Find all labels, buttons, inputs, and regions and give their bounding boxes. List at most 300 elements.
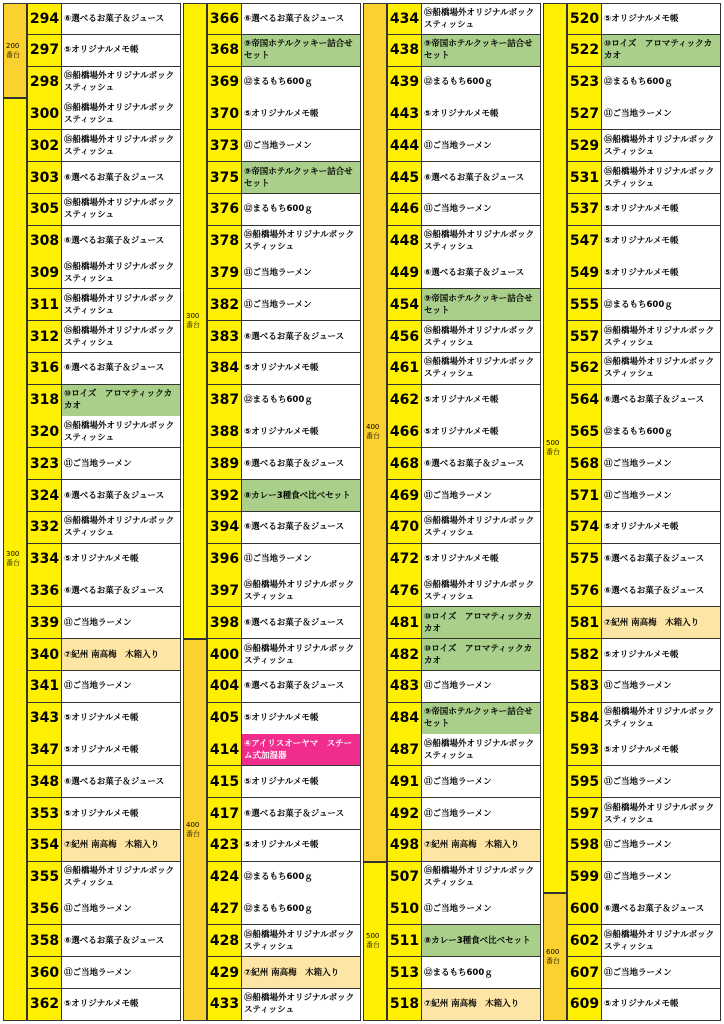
prize-name: ⑫まるもち600ｇ <box>242 194 361 225</box>
ticket-number: 443 <box>387 98 422 129</box>
table-row <box>567 321 721 353</box>
ticket-number: 388 <box>207 416 242 447</box>
table-row <box>207 67 361 99</box>
table-row <box>27 512 181 544</box>
prize-name: ⑤オリジナルメモ帳 <box>602 226 721 257</box>
table-row <box>387 830 541 862</box>
table-row <box>387 257 541 289</box>
prize-name: ⑨帝国ホテルクッキー詰合せセット <box>242 162 361 193</box>
prize-name: ⑤オリジナルメモ帳 <box>602 257 721 288</box>
ticket-number: 392 <box>207 480 242 511</box>
prize-name: ⑫まるもち600ｇ <box>422 67 541 98</box>
ticket-number: 600 <box>567 893 602 924</box>
prize-name: ⑮船橋場外オリジナルボックスティッシュ <box>62 257 181 288</box>
ticket-number: 444 <box>387 130 422 161</box>
ticket-number: 576 <box>567 575 602 606</box>
table-row <box>567 3 721 35</box>
prize-name: ⑤オリジナルメモ帳 <box>242 766 361 797</box>
range-group-text: 300 番台 <box>186 312 200 329</box>
ticket-number: 595 <box>567 766 602 797</box>
ticket-number: 439 <box>387 67 422 98</box>
prize-name: ⑫まるもち600ｇ <box>602 67 721 98</box>
table-row <box>27 3 181 35</box>
table-row <box>207 226 361 258</box>
ticket-number: 389 <box>207 448 242 479</box>
prize-name: ⑮船橋場外オリジナルボックスティッシュ <box>422 353 541 384</box>
ticket-number: 484 <box>387 703 422 734</box>
table-row <box>27 289 181 321</box>
range-group-text: 400 番台 <box>186 820 200 838</box>
ticket-number: 510 <box>387 893 422 924</box>
range-group-label <box>543 3 567 893</box>
prize-name: ⑮船橋場外オリジナルボックスティッシュ <box>62 67 181 98</box>
ticket-number: 454 <box>387 289 422 320</box>
prize-name: ⑥選べるお菓子＆ジュース <box>242 607 361 638</box>
ticket-number: 487 <box>387 734 422 765</box>
prize-name: ⑫まるもち600ｇ <box>422 957 541 988</box>
ticket-number: 462 <box>387 385 422 416</box>
ticket-number: 302 <box>27 130 62 161</box>
prize-name: ⑪ご当地ラーメン <box>62 448 181 479</box>
ticket-number: 297 <box>27 35 62 66</box>
ticket-number: 522 <box>567 35 602 66</box>
prize-name: ⑫まるもち600ｇ <box>242 862 361 893</box>
prize-name: ⑮船橋場外オリジナルボックスティッシュ <box>242 989 361 1020</box>
range-group-text: 200 番台 <box>6 41 20 59</box>
table-row <box>567 35 721 67</box>
prize-name: ⑮船橋場外オリジナルボックスティッシュ <box>242 575 361 606</box>
prize-name: ⑥選べるお菓子＆ジュース <box>242 671 361 702</box>
table-row <box>27 162 181 194</box>
prize-name: ⑪ご当地ラーメン <box>62 671 181 702</box>
prize-name: ⑮船橋場外オリジナルボックスティッシュ <box>422 226 541 257</box>
table-row <box>387 989 541 1021</box>
prize-name: ⑦紀州 南高梅 木箱入り <box>422 989 541 1020</box>
table-row <box>567 575 721 607</box>
prize-name: ⑪ご当地ラーメン <box>602 862 721 893</box>
table-row <box>567 194 721 226</box>
ticket-number: 466 <box>387 416 422 447</box>
prize-name: ⑦紀州 南高梅 木箱入り <box>62 639 181 670</box>
ticket-number: 336 <box>27 575 62 606</box>
range-group-label <box>363 862 387 1021</box>
ticket-number: 320 <box>27 416 62 447</box>
prize-name: ⑪ご当地ラーメン <box>422 766 541 797</box>
ticket-number: 324 <box>27 480 62 511</box>
prize-name: ⑩ロイズ アロマティックカカオ <box>422 639 541 670</box>
ticket-number: 583 <box>567 671 602 702</box>
ticket-number: 305 <box>27 194 62 225</box>
range-group-label <box>363 3 387 862</box>
table-row <box>567 448 721 480</box>
prize-name: ⑫まるもち600ｇ <box>602 416 721 447</box>
table-row <box>567 226 721 258</box>
table-row <box>387 798 541 830</box>
table-row <box>207 893 361 925</box>
prize-name: ⑪ご当地ラーメン <box>422 194 541 225</box>
table-row <box>207 353 361 385</box>
prize-name: ⑮船橋場外オリジナルボックスティッシュ <box>602 353 721 384</box>
prize-name: ⑥選べるお菓子＆ジュース <box>62 162 181 193</box>
ticket-number: 584 <box>567 703 602 734</box>
table-row <box>567 639 721 671</box>
prize-name: ⑮船橋場外オリジナルボックスティッシュ <box>422 4 541 34</box>
ticket-number: 607 <box>567 957 602 988</box>
ticket-number: 309 <box>27 257 62 288</box>
table-row <box>567 512 721 544</box>
prize-name: ⑫まるもち600ｇ <box>242 67 361 98</box>
prize-name: ⑥選べるお菓子＆ジュース <box>62 925 181 956</box>
prize-name: ⑪ご当地ラーメン <box>242 544 361 575</box>
table-row <box>387 416 541 448</box>
ticket-number: 334 <box>27 544 62 575</box>
ticket-number: 448 <box>387 226 422 257</box>
ticket-number: 300 <box>27 98 62 129</box>
prize-name: ⑪ご当地ラーメン <box>62 607 181 638</box>
prize-name: ⑪ご当地ラーメン <box>62 957 181 988</box>
ticket-number: 368 <box>207 35 242 66</box>
ticket-number: 369 <box>207 67 242 98</box>
table-row <box>567 385 721 417</box>
table-row <box>207 480 361 512</box>
prize-name: ⑩ロイズ アロマティックカカオ <box>62 385 181 416</box>
prize-name: ⑮船橋場外オリジナルボックスティッシュ <box>242 226 361 257</box>
ticket-number: 312 <box>27 321 62 352</box>
table-row <box>387 353 541 385</box>
prize-name: ⑤オリジナルメモ帳 <box>602 512 721 543</box>
table-row <box>207 130 361 162</box>
prize-name: ⑤オリジナルメモ帳 <box>242 416 361 447</box>
table-row <box>207 798 361 830</box>
table-row <box>567 162 721 194</box>
prize-name: ⑮船橋場外オリジナルボックスティッシュ <box>422 321 541 352</box>
ticket-number: 472 <box>387 544 422 575</box>
prize-name: ⑥選べるお菓子＆ジュース <box>242 798 361 829</box>
ticket-number: 396 <box>207 544 242 575</box>
prize-name: ⑩ロイズ アロマティックカカオ <box>602 35 721 66</box>
table-row <box>27 766 181 798</box>
table-row <box>387 480 541 512</box>
ticket-number: 449 <box>387 257 422 288</box>
ticket-number: 520 <box>567 4 602 34</box>
ticket-number: 498 <box>387 830 422 861</box>
table-row <box>27 575 181 607</box>
ticket-number: 470 <box>387 512 422 543</box>
prize-name: ⑫まるもち600ｇ <box>242 893 361 924</box>
prize-name: ⑪ご当地ラーメン <box>422 671 541 702</box>
ticket-number: 339 <box>27 607 62 638</box>
ticket-number: 483 <box>387 671 422 702</box>
table-row <box>567 925 721 957</box>
ticket-number: 398 <box>207 607 242 638</box>
table-row <box>387 162 541 194</box>
prize-name: ⑥選べるお菓子＆ジュース <box>242 4 361 34</box>
ticket-number: 294 <box>27 4 62 34</box>
table-row <box>207 671 361 703</box>
table-row <box>387 957 541 989</box>
table-row <box>27 703 181 735</box>
prize-name: ⑮船橋場外オリジナルボックスティッシュ <box>422 862 541 893</box>
ticket-number: 298 <box>27 67 62 98</box>
table-row <box>27 385 181 417</box>
range-group-label <box>183 3 207 639</box>
ticket-number: 366 <box>207 4 242 34</box>
table-row <box>207 544 361 576</box>
prize-name: ④アイリスオーヤマ スチーム式加湿器 <box>242 734 361 765</box>
table-row <box>207 830 361 862</box>
table-row <box>567 480 721 512</box>
ticket-number: 414 <box>207 734 242 765</box>
table-row <box>27 893 181 925</box>
prize-name: ⑪ご当地ラーメン <box>242 130 361 161</box>
table-row <box>387 925 541 957</box>
prize-column <box>363 3 541 1021</box>
table-row <box>387 226 541 258</box>
prize-name: ⑧カレー3種食べ比べセット <box>422 925 541 956</box>
prize-name: ⑦紀州 南高梅 木箱入り <box>242 957 361 988</box>
table-row <box>27 130 181 162</box>
ticket-number: 348 <box>27 766 62 797</box>
ticket-number: 531 <box>567 162 602 193</box>
prize-name: ⑪ご当地ラーメン <box>602 766 721 797</box>
table-row <box>387 3 541 35</box>
range-group-text: 500 番台 <box>366 932 380 950</box>
prize-name: ⑮船橋場外オリジナルボックスティッシュ <box>62 862 181 893</box>
table-row <box>207 703 361 735</box>
ticket-number: 340 <box>27 639 62 670</box>
ticket-number: 562 <box>567 353 602 384</box>
prize-name: ⑮船橋場外オリジナルボックスティッシュ <box>602 798 721 829</box>
prize-name: ⑤オリジナルメモ帳 <box>422 544 541 575</box>
prize-name: ⑦紀州 南高梅 木箱入り <box>602 607 721 638</box>
table-row <box>27 416 181 448</box>
prize-name: ⑤オリジナルメモ帳 <box>422 416 541 447</box>
ticket-number: 461 <box>387 353 422 384</box>
table-row <box>387 289 541 321</box>
ticket-number: 318 <box>27 385 62 416</box>
ticket-number: 518 <box>387 989 422 1020</box>
prize-name: ⑤オリジナルメモ帳 <box>242 703 361 734</box>
ticket-number: 593 <box>567 734 602 765</box>
ticket-number: 354 <box>27 830 62 861</box>
table-row <box>207 957 361 989</box>
ticket-number: 565 <box>567 416 602 447</box>
ticket-number: 555 <box>567 289 602 320</box>
table-row <box>387 734 541 766</box>
range-group-text: 600 番台 <box>546 947 560 965</box>
ticket-number: 609 <box>567 989 602 1020</box>
prize-name: ⑪ご当地ラーメン <box>602 98 721 129</box>
ticket-number: 446 <box>387 194 422 225</box>
prize-name: ⑮船橋場外オリジナルボックスティッシュ <box>422 575 541 606</box>
ticket-number: 417 <box>207 798 242 829</box>
table-row <box>207 257 361 289</box>
prize-name: ⑤オリジナルメモ帳 <box>62 703 181 734</box>
ticket-number: 423 <box>207 830 242 861</box>
ticket-number: 468 <box>387 448 422 479</box>
table-row <box>567 544 721 576</box>
ticket-number: 529 <box>567 130 602 161</box>
table-row <box>207 862 361 894</box>
prize-name: ⑨帝国ホテルクッキー詰合せセット <box>242 35 361 66</box>
ticket-number: 491 <box>387 766 422 797</box>
prize-column <box>543 3 721 1021</box>
prize-name: ⑪ご当地ラーメン <box>242 289 361 320</box>
ticket-number: 523 <box>567 67 602 98</box>
prize-name: ⑤オリジナルメモ帳 <box>242 98 361 129</box>
prize-name: ⑥選べるお菓子＆ジュース <box>422 257 541 288</box>
table-row <box>27 480 181 512</box>
prize-name: ⑤オリジナルメモ帳 <box>62 989 181 1020</box>
table-row <box>387 639 541 671</box>
table-row <box>387 766 541 798</box>
table-row <box>207 194 361 226</box>
ticket-number: 427 <box>207 893 242 924</box>
ticket-number: 382 <box>207 289 242 320</box>
table-row <box>387 893 541 925</box>
prize-name: ⑥選べるお菓子＆ジュース <box>602 893 721 924</box>
prize-name: ⑦紀州 南高梅 木箱入り <box>62 830 181 861</box>
range-group-label <box>543 893 567 1020</box>
ticket-number: 557 <box>567 321 602 352</box>
ticket-number: 433 <box>207 989 242 1020</box>
table-row <box>27 321 181 353</box>
table-row <box>27 798 181 830</box>
ticket-number: 564 <box>567 385 602 416</box>
prize-name: ⑤オリジナルメモ帳 <box>422 98 541 129</box>
ticket-number: 347 <box>27 734 62 765</box>
prize-name: ⑪ご当地ラーメン <box>602 480 721 511</box>
range-group-label <box>3 3 27 98</box>
prize-name: ⑤オリジナルメモ帳 <box>62 35 181 66</box>
prize-name: ⑮船橋場外オリジナルボックスティッシュ <box>242 925 361 956</box>
table-row <box>567 416 721 448</box>
table-row <box>27 194 181 226</box>
ticket-number: 424 <box>207 862 242 893</box>
ticket-number: 378 <box>207 226 242 257</box>
table-row <box>387 194 541 226</box>
ticket-number: 511 <box>387 925 422 956</box>
ticket-number: 415 <box>207 766 242 797</box>
table-row <box>387 321 541 353</box>
table-row <box>387 671 541 703</box>
ticket-number: 568 <box>567 448 602 479</box>
ticket-number: 355 <box>27 862 62 893</box>
ticket-number: 379 <box>207 257 242 288</box>
prize-name: ⑥選べるお菓子＆ジュース <box>62 353 181 384</box>
prize-name: ⑮船橋場外オリジナルボックスティッシュ <box>62 98 181 129</box>
table-row <box>207 734 361 766</box>
ticket-number: 405 <box>207 703 242 734</box>
prize-name: ⑥選べるお菓子＆ジュース <box>62 226 181 257</box>
ticket-number: 384 <box>207 353 242 384</box>
table-row <box>27 448 181 480</box>
ticket-number: 597 <box>567 798 602 829</box>
ticket-number: 445 <box>387 162 422 193</box>
ticket-number: 343 <box>27 703 62 734</box>
table-row <box>27 544 181 576</box>
prize-name: ⑮船橋場外オリジナルボックスティッシュ <box>62 416 181 447</box>
ticket-number: 394 <box>207 512 242 543</box>
prize-name: ⑪ご当地ラーメン <box>602 671 721 702</box>
prize-name: ⑮船橋場外オリジナルボックスティッシュ <box>422 734 541 765</box>
prize-name: ⑨帝国ホテルクッキー詰合せセット <box>422 703 541 734</box>
prize-name: ⑤オリジナルメモ帳 <box>602 639 721 670</box>
ticket-number: 513 <box>387 957 422 988</box>
prize-name: ⑪ご当地ラーメン <box>422 130 541 161</box>
table-row <box>27 98 181 130</box>
table-row <box>207 512 361 544</box>
prize-name: ⑮船橋場外オリジナルボックスティッシュ <box>62 130 181 161</box>
table-row <box>567 766 721 798</box>
table-row <box>27 925 181 957</box>
ticket-number: 571 <box>567 480 602 511</box>
prize-name: ⑥選べるお菓子＆ジュース <box>62 575 181 606</box>
prize-name: ⑮船橋場外オリジナルボックスティッシュ <box>602 162 721 193</box>
ticket-number: 323 <box>27 448 62 479</box>
prize-name: ⑪ご当地ラーメン <box>422 798 541 829</box>
ticket-number: 527 <box>567 98 602 129</box>
prize-name: ⑤オリジナルメモ帳 <box>602 194 721 225</box>
table-row <box>27 989 181 1021</box>
prize-name: ⑦紀州 南高梅 木箱入り <box>422 830 541 861</box>
ticket-number: 602 <box>567 925 602 956</box>
table-row <box>207 162 361 194</box>
table-row <box>27 639 181 671</box>
table-row <box>27 226 181 258</box>
table-row <box>207 766 361 798</box>
prize-name: ⑤オリジナルメモ帳 <box>62 544 181 575</box>
ticket-number: 456 <box>387 321 422 352</box>
ticket-number: 375 <box>207 162 242 193</box>
prize-name: ⑮船橋場外オリジナルボックスティッシュ <box>62 289 181 320</box>
prize-name: ⑥選べるお菓子＆ジュース <box>602 575 721 606</box>
ticket-number: 303 <box>27 162 62 193</box>
table-row <box>387 385 541 417</box>
prize-name: ⑮船橋場外オリジナルボックスティッシュ <box>62 194 181 225</box>
table-row <box>207 607 361 639</box>
ticket-number: 438 <box>387 35 422 66</box>
ticket-number: 362 <box>27 989 62 1020</box>
prize-name: ⑪ご当地ラーメン <box>422 893 541 924</box>
prize-name: ⑪ご当地ラーメン <box>602 830 721 861</box>
table-row <box>27 67 181 99</box>
ticket-number: 507 <box>387 862 422 893</box>
ticket-number: 308 <box>27 226 62 257</box>
prize-name: ⑥選べるお菓子＆ジュース <box>602 385 721 416</box>
ticket-number: 404 <box>207 671 242 702</box>
prize-name: ⑤オリジナルメモ帳 <box>242 353 361 384</box>
table-row <box>207 98 361 130</box>
table-row <box>567 98 721 130</box>
table-row <box>567 893 721 925</box>
table-row <box>567 130 721 162</box>
ticket-number: 537 <box>567 194 602 225</box>
ticket-number: 482 <box>387 639 422 670</box>
range-group-label <box>3 98 27 1020</box>
ticket-number: 376 <box>207 194 242 225</box>
ticket-number: 358 <box>27 925 62 956</box>
table-row <box>27 957 181 989</box>
table-row <box>207 925 361 957</box>
prize-name: ⑥選べるお菓子＆ジュース <box>62 766 181 797</box>
prize-name: ⑤オリジナルメモ帳 <box>602 989 721 1020</box>
ticket-number: 428 <box>207 925 242 956</box>
prize-name: ⑫まるもち600ｇ <box>242 385 361 416</box>
prize-name: ⑤オリジナルメモ帳 <box>602 734 721 765</box>
prize-name: ⑪ご当地ラーメン <box>422 480 541 511</box>
prize-name: ⑮船橋場外オリジナルボックスティッシュ <box>602 703 721 734</box>
